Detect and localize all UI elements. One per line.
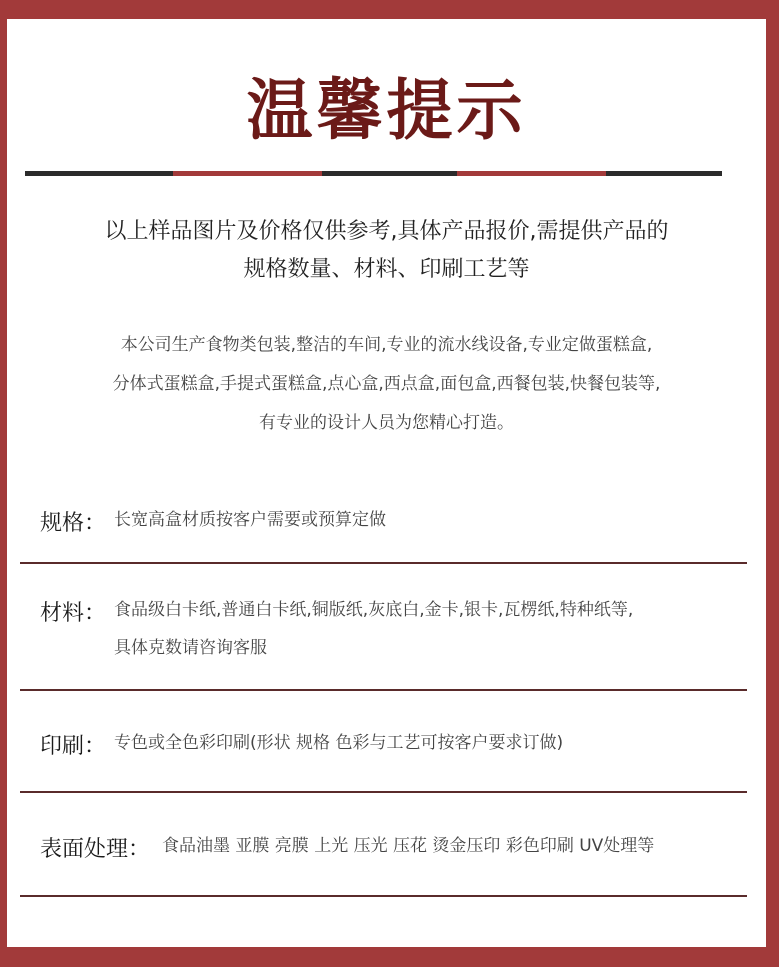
- spec-value-material-2: 具体克数请咨询客服: [114, 638, 267, 658]
- description-line-2: 分体式蛋糕盒,手提式蛋糕盒,点心盒,西点盒,面包盒,西餐包装,快餐包装等,: [112, 374, 661, 394]
- title-underline-segment: [457, 171, 606, 176]
- description-line-3: 有专业的设计人员为您精心打造。: [259, 413, 514, 433]
- intro-line-2: 规格数量、材料、印刷工艺等: [243, 257, 530, 282]
- spec-value-printing: 专色或全色彩印刷(形状 规格 色彩与工艺可按客户要求订做): [114, 733, 564, 753]
- divider: [20, 562, 747, 564]
- content-panel: [7, 19, 766, 947]
- spec-label-surface: 表面处理：: [40, 837, 151, 862]
- title-underline-segment: [606, 171, 722, 176]
- spec-value-size: 长宽高盒材质按客户需要或预算定做: [114, 510, 386, 530]
- spec-value-material-1: 食品级白卡纸,普通白卡纸,铜版纸,灰底白,金卡,银卡,瓦楞纸,特种纸等,: [114, 600, 634, 620]
- title-underline-segment: [322, 171, 457, 176]
- divider: [20, 791, 747, 793]
- intro-line-1: 以上样品图片及价格仅供参考,具体产品报价,需提供产品的: [104, 219, 669, 244]
- spec-value-surface: 食品油墨 亚膜 亮膜 上光 压光 压花 烫金压印 彩色印刷 UV处理等: [162, 836, 655, 856]
- title-underline-segment: [25, 171, 173, 176]
- divider: [20, 895, 747, 897]
- spec-label-size: 规格：: [40, 511, 107, 536]
- description-line-1: 本公司生产食物类包装,整洁的车间,专业的流水线设备,专业定做蛋糕盒,: [120, 335, 653, 355]
- divider: [20, 689, 747, 691]
- page-title: 温馨提示: [246, 72, 527, 149]
- spec-label-material: 材料：: [40, 601, 107, 626]
- title-underline-segment: [173, 171, 322, 176]
- spec-label-printing: 印刷：: [40, 734, 107, 759]
